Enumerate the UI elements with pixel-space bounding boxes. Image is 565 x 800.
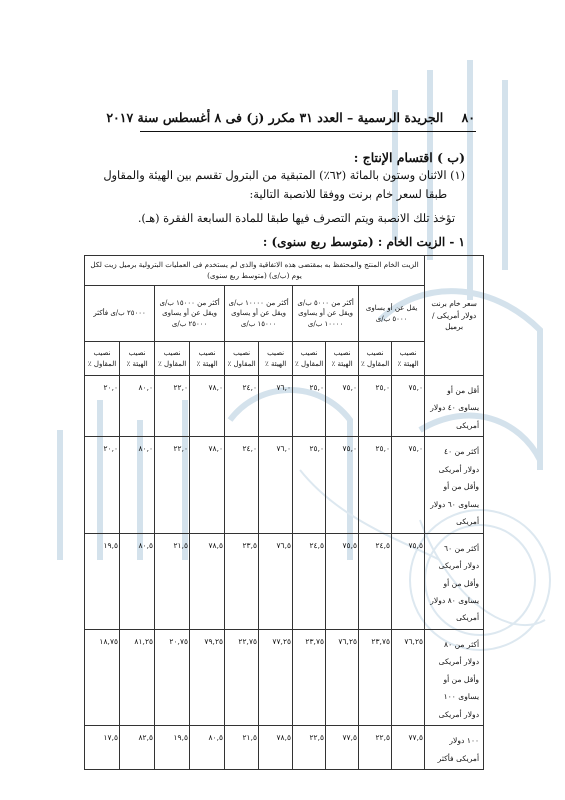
- share-cell: ٢٣,٧٥: [359, 629, 392, 725]
- share-cell: ٧٨,٥: [190, 533, 225, 629]
- share-cell: ٨١,٢٥: [120, 629, 155, 725]
- share-cell: ٢٤,٥: [359, 533, 392, 629]
- share-cell: ٢١,٥: [225, 726, 259, 770]
- contractor-share-header: نصيب المقاول ٪: [155, 342, 190, 376]
- share-cell: ٨٠,٥: [120, 533, 155, 629]
- share-cell: ٧٥,٠: [326, 437, 359, 533]
- share-cell: ٢٢,٠: [155, 376, 190, 437]
- share-cell: ٧٨,٠: [190, 376, 225, 437]
- authority-share-header: نصيب الهيئة ٪: [120, 342, 155, 376]
- band-header: يقل عن أو يساوى ٥٠٠٠ ب/ى: [359, 286, 425, 342]
- table-row: [85, 437, 484, 533]
- page-header: [106, 110, 475, 125]
- share-cell: ٧٦,٢٥: [326, 629, 359, 725]
- contractor-share-header: نصيب المقاول ٪: [225, 342, 259, 376]
- share-cell: ٢٤,٠: [225, 437, 259, 533]
- share-cell: ٧٦,٢٥: [392, 629, 425, 725]
- gazette-title: الجريدة الرسمية – العدد ٣١ مكرر (ز) فى ٨ أغسطس سنة ٢٠١٧: [106, 110, 444, 125]
- share-cell: ٢٢,٥: [293, 726, 326, 770]
- share-cell: ٧٦,٠: [259, 376, 293, 437]
- share-cell: ٢٢,٥: [359, 726, 392, 770]
- share-cell: ٢٤,٥: [293, 533, 326, 629]
- table-title: الزيت الخام المنتج والمحتفظ به بمقتضى هذه الاتفاقية والذى لم يستخدم فى العمليات البترولية برميل زيت لكل يوم (ب/ى) (متوسط ربع سنوى): [85, 256, 425, 286]
- share-cell: ٢٣,٥: [225, 533, 259, 629]
- section-b-heading: (ب ) اقتسام الإنتاج :: [353, 150, 465, 165]
- table-row: [85, 533, 484, 629]
- share-cell: ٧٦,٥: [259, 533, 293, 629]
- section-1-heading: ١ - الزيت الخام : (متوسط ربع سنوى) :: [262, 235, 465, 249]
- share-cell: ٢٤,٠: [225, 376, 259, 437]
- table-row: [85, 629, 484, 725]
- paragraph-line-2: طبقا لسعر خام برنت ووفقا للانصبة التالية:: [249, 188, 447, 201]
- share-cell: ٢٠,٧٥: [155, 629, 190, 725]
- share-cell: ٧٨,٠: [190, 437, 225, 533]
- share-cell: ٧٥,٠: [326, 376, 359, 437]
- contractor-share-header: نصيب المقاول ٪: [359, 342, 392, 376]
- share-cell: ١٨,٧٥: [85, 629, 120, 725]
- share-cell: ٢٣,٧٥: [293, 629, 326, 725]
- price-range-label: ١٠٠ دولار أمريكى فأكثر: [425, 726, 484, 770]
- share-cell: ١٩,٥: [155, 726, 190, 770]
- share-cell: ٢٢,٧٥: [225, 629, 259, 725]
- share-cell: ٧٥,٥: [326, 533, 359, 629]
- page-number: ٨٠: [461, 110, 475, 125]
- authority-share-header: نصيب الهيئة ٪: [326, 342, 359, 376]
- share-cell: ٢٥,٠: [359, 437, 392, 533]
- authority-share-header: نصيب الهيئة ٪: [190, 342, 225, 376]
- share-cell: ٨٢,٥: [120, 726, 155, 770]
- table-row: [85, 726, 484, 770]
- price-range-label: أكثر من ٦٠ دولار أمريكى وأقل من أو يساوى ٨٠ دولار أمريكى: [425, 533, 484, 629]
- share-cell: ٢٢,٠: [155, 437, 190, 533]
- authority-share-header: نصيب الهيئة ٪: [259, 342, 293, 376]
- share-cell: ٧٦,٠: [259, 437, 293, 533]
- production-sharing-table: [84, 255, 484, 770]
- share-cell: ٢٠,٠: [85, 437, 120, 533]
- share-cell: ٧٧,٢٥: [259, 629, 293, 725]
- share-cell: ٧٩,٢٥: [190, 629, 225, 725]
- share-cell: ٢٥,٠: [293, 437, 326, 533]
- share-cell: ٧٨,٥: [259, 726, 293, 770]
- share-cell: ٢٥,٠: [293, 376, 326, 437]
- share-cell: ٧٧,٥: [326, 726, 359, 770]
- table-row: [85, 376, 484, 437]
- price-range-label: أقل من أو يساوى ٤٠ دولار أمريكى: [425, 376, 484, 437]
- price-range-label: أكثر من ٤٠ دولار أمريكى وأقل من أو يساوى ٦٠ دولار أمريكى: [425, 437, 484, 533]
- share-cell: ٧٥,٠: [392, 376, 425, 437]
- share-cell: ٢١,٥: [155, 533, 190, 629]
- band-header: أكثر من ١٥٠٠٠ ب/ى ويقل عن أو يساوى ٢٥٠٠٠ ب/ى: [155, 286, 225, 342]
- share-cell: ٢٠,٠: [85, 376, 120, 437]
- authority-share-header: نصيب الهيئة ٪: [392, 342, 425, 376]
- share-cell: ٧٧,٥: [392, 726, 425, 770]
- band-header: ٢٥٠٠٠ ب/ى فأكثر: [85, 286, 155, 342]
- share-cell: ٨٠,٠: [120, 437, 155, 533]
- share-cell: ٢٥,٠: [359, 376, 392, 437]
- share-cell: ٧٥,٥: [392, 533, 425, 629]
- table-corner-header: سعر خام برنت دولار أمريكى / برميل: [425, 256, 484, 376]
- share-cell: ٧٥,٠: [392, 437, 425, 533]
- share-cell: ٨٠,٠: [120, 376, 155, 437]
- share-cell: ١٩,٥: [85, 533, 120, 629]
- contractor-share-header: نصيب المقاول ٪: [85, 342, 120, 376]
- price-range-label: أكثر من ٨٠ دولار أمريكى وأقل من أو يساوى ١٠٠ دولار أمريكى: [425, 629, 484, 725]
- band-header: أكثر من ٥٠٠٠ ب/ى ويقل عن أو يساوى ١٠٠٠٠ ب/ى: [293, 286, 359, 342]
- contractor-share-header: نصيب المقاول ٪: [293, 342, 326, 376]
- band-header: أكثر من ١٠٠٠٠ ب/ى ويقل عن أو يساوى ١٥٠٠٠ ب/ى: [225, 286, 293, 342]
- share-cell: ٨٠,٥: [190, 726, 225, 770]
- paragraph-line-3: تؤخذ تلك الانصبة ويتم التصرف فيها طبقا للمادة السابعة الفقرة (هـ).: [137, 212, 455, 225]
- share-cell: ١٧,٥: [85, 726, 120, 770]
- header-rule: [140, 131, 476, 132]
- paragraph-line-1: (١) الاثنان وستون بالمائة (٦٢٪) المتبقية من البترول تقسم بين الهيئة والمقاول: [103, 169, 465, 182]
